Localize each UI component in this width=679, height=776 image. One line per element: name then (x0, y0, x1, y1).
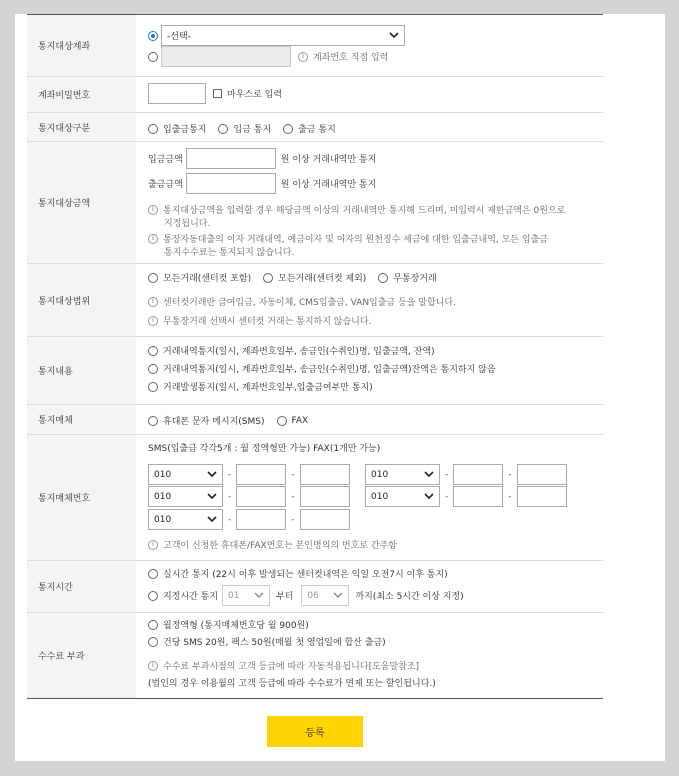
radio[interactable] (148, 637, 158, 647)
account-direct-note: 계좌번호 직접 입력 (313, 53, 389, 63)
content-option-no-balance[interactable] (148, 362, 496, 375)
info-icon: i (148, 661, 158, 671)
chevron-down-icon (207, 471, 217, 478)
withdraw-amount-input[interactable] (186, 173, 276, 194)
range-note-1: 센터컷거래란 급여입금, 자동이체, CMS입출금, VAN입출금 등을 말합니다. (163, 298, 456, 308)
deposit-amount-suffix: 원 이상 거래내역만 통지 (280, 155, 377, 165)
radio[interactable] (148, 124, 158, 134)
chevron-down-icon (424, 471, 434, 478)
range-note-2: 무통장거래 선택시 센터컷 거래는 통지하지 않습니다. (163, 317, 372, 327)
type-option-all[interactable] (148, 122, 206, 135)
phone-last-input-4[interactable] (517, 464, 567, 485)
media-number-header: SMS(입출금 각각5개 : 월 정액형만 가능) FAX(1개만 가능) (148, 444, 381, 454)
radio[interactable] (148, 346, 158, 356)
radio[interactable] (148, 416, 158, 426)
account-number-input[interactable] (161, 46, 291, 67)
media-option-sms[interactable] (148, 414, 265, 427)
phone-middle-input-5[interactable] (453, 486, 503, 507)
option-label: 휴대폰 문자 메시지(SMS) (163, 417, 265, 427)
radio[interactable] (378, 273, 388, 283)
radio[interactable] (283, 124, 293, 134)
time-from-select[interactable] (222, 585, 270, 606)
option-label: 월정액형 (통지매체번호당 월 900원) (163, 621, 309, 631)
withdraw-amount-suffix: 원 이상 거래내역만 통지 (280, 180, 377, 190)
info-icon: i (148, 297, 158, 307)
account-select-radio[interactable] (148, 31, 158, 41)
option-label: 모든거래(센터컷 포함) (163, 274, 252, 284)
amount-note-1a: 통지대상금액을 입력할 경우 해당금액 이상의 거래내역만 통지해 드리며, 미입력시 제한금액은 0원으로 (163, 206, 566, 216)
select-value: 06 (307, 590, 319, 601)
deposit-amount-label: 입금금액 (148, 155, 183, 165)
label-range: 통지대상범위 (27, 264, 136, 336)
phone-last-input-1[interactable] (300, 464, 350, 485)
range-option-include-centercut[interactable] (148, 271, 251, 284)
info-icon: i (148, 316, 158, 326)
time-from-word: 부터 (276, 592, 294, 602)
radio[interactable] (218, 124, 228, 134)
phone-middle-input-3[interactable] (236, 509, 286, 530)
account-password-input[interactable] (148, 83, 206, 104)
radio[interactable] (148, 382, 158, 392)
type-option-deposit[interactable] (218, 122, 271, 135)
info-icon: i (148, 540, 158, 550)
chevron-down-icon (207, 516, 217, 523)
info-icon: i (298, 52, 308, 62)
chevron-down-icon (207, 493, 217, 500)
time-to-word: 까지(최소 5시간 이상 지정) (355, 592, 464, 602)
select-value: 010 (154, 469, 172, 480)
radio[interactable] (277, 416, 287, 426)
form-panel (15, 14, 665, 761)
mouse-input-label: 마우스로 입력 (227, 90, 283, 100)
radio[interactable] (148, 620, 158, 630)
row-content (27, 337, 603, 405)
time-option-realtime[interactable] (148, 567, 448, 580)
submit-button[interactable]: 등록 (267, 716, 363, 747)
content-option-full[interactable] (148, 344, 435, 357)
row-range (27, 264, 603, 337)
phone-middle-input-2[interactable] (236, 486, 286, 507)
radio[interactable] (148, 364, 158, 374)
chevron-down-icon (389, 32, 399, 39)
account-select[interactable] (161, 25, 405, 46)
label-time: 통지시간 (27, 561, 136, 612)
label-fee: 수수료 부과 (27, 613, 136, 698)
fee-note-2: (법인의 경우 이용월의 고객 등급에 따라 수수료가 면제 또는 할인됩니다.) (148, 679, 436, 689)
chevron-down-icon (254, 592, 264, 599)
option-label: 실시간 통지 (22시 이후 발생되는 센터컷내역은 익일 오전7시 이후 통지) (163, 570, 448, 580)
phone-prefix-select-2[interactable] (148, 486, 223, 507)
withdraw-amount-label: 출금금액 (148, 180, 183, 190)
amount-note-1b: 지정됩니다. (164, 219, 211, 229)
phone-prefix-select-4[interactable] (365, 464, 440, 485)
phone-prefix-select-3[interactable] (148, 509, 223, 530)
amount-note-2b: 통지수수료는 통지되지 않습니다. (164, 248, 295, 258)
amount-note-2a: 통장자동대출의 이자 거래내역, 예금이자 및 이자의 원천징수 세금에 대한 입출금내역, 모든 입출금 (163, 235, 548, 245)
content-option-occurrence[interactable] (148, 380, 373, 393)
time-scheduled-label: 지정시간 통지 (163, 592, 219, 602)
radio[interactable] (148, 273, 158, 283)
type-option-withdraw[interactable] (283, 122, 336, 135)
option-label: 건당 SMS 20원, 팩스 50원(매월 첫 영업일에 합산 출금) (163, 638, 386, 648)
row-type (27, 113, 603, 142)
option-label: FAX (291, 415, 309, 426)
row-media-number: 통지매체번호 SMS(입출금 각각5개 : 월 정액형만 가능) FAX(1개만 가능) 010 - - 010 - - 010 - - 010 - - 010 - - i 고객이 신청한 휴대폰/FAX번호는 본인명의의 번호로 간주함 (27, 435, 603, 561)
option-label: 입출금통지 (163, 125, 207, 135)
label-content: 통지내용 (27, 337, 136, 404)
row-amount (27, 142, 603, 264)
phone-prefix-select-5[interactable] (365, 486, 440, 507)
phone-middle-input-4[interactable] (453, 464, 503, 485)
option-label: 거래내역통지(일시, 계좌번호일부, 송금인(수취인)명, 입출금액, 잔액) (163, 347, 435, 357)
account-select-value: -선택- (167, 32, 191, 42)
fee-note-1: 수수료 부과시점의 고객 등급에 따라 자동적용됩니다[도움말참조] (163, 662, 420, 672)
select-value: 010 (371, 469, 389, 480)
row-time (27, 561, 603, 613)
select-value: 010 (371, 491, 389, 502)
account-direct-radio[interactable] (148, 52, 158, 62)
radio[interactable] (263, 273, 273, 283)
select-value: 01 (228, 590, 240, 601)
chevron-down-icon (333, 592, 343, 599)
row-fee (27, 613, 603, 699)
phone-last-input-3[interactable] (300, 509, 350, 530)
option-label: 입금 통지 (233, 125, 272, 135)
media-number-note: 고객이 신청한 휴대폰/FAX번호는 본인명의의 번호로 간주함 (163, 541, 397, 551)
row-media (27, 405, 603, 435)
deposit-amount-input[interactable] (186, 148, 276, 169)
range-option-exclude-centercut[interactable] (263, 271, 366, 284)
option-label: 거래내역통지(일시, 계좌번호일부, 송금인(수취인)명, 입출금액)잔액은 통지하지 않음 (163, 365, 496, 375)
row-account (27, 15, 603, 77)
range-option-no-passbook[interactable] (378, 271, 436, 284)
chevron-down-icon (424, 493, 434, 500)
option-label: 무통장거래 (393, 274, 437, 284)
select-value: 010 (154, 514, 172, 525)
info-icon: i (148, 234, 158, 244)
info-icon: i (148, 205, 158, 215)
time-to-select[interactable] (301, 585, 349, 606)
select-value: 010 (154, 491, 172, 502)
label-amount: 통지대상금액 (27, 142, 136, 263)
phone-last-input-5[interactable] (517, 486, 567, 507)
label-media: 통지매체 (27, 405, 136, 434)
fee-option-monthly[interactable] (148, 618, 309, 631)
label-type: 통지대상구분 (27, 113, 136, 141)
label-account: 통지대상계좌 (27, 15, 136, 76)
option-label: 모든거래(센터컷 제외) (278, 274, 367, 284)
radio[interactable] (148, 569, 158, 579)
phone-prefix-select-1[interactable] (148, 464, 223, 485)
option-label: 출금 통지 (298, 125, 336, 135)
time-option-scheduled-radio[interactable] (148, 591, 158, 601)
label-media-number: 통지매체번호 (27, 435, 136, 560)
row-password (27, 77, 603, 113)
phone-last-input-2[interactable] (300, 486, 350, 507)
phone-middle-input-1[interactable] (236, 464, 286, 485)
option-label: 거래발생통지(일시, 계좌번호일부,입출금여부만 통지) (163, 383, 373, 393)
mouse-input-checkbox[interactable] (213, 89, 222, 98)
media-option-fax[interactable] (277, 416, 309, 426)
notification-form-table (27, 14, 603, 699)
label-password: 계좌비밀번호 (27, 77, 136, 112)
fee-option-per-message[interactable] (148, 635, 386, 648)
